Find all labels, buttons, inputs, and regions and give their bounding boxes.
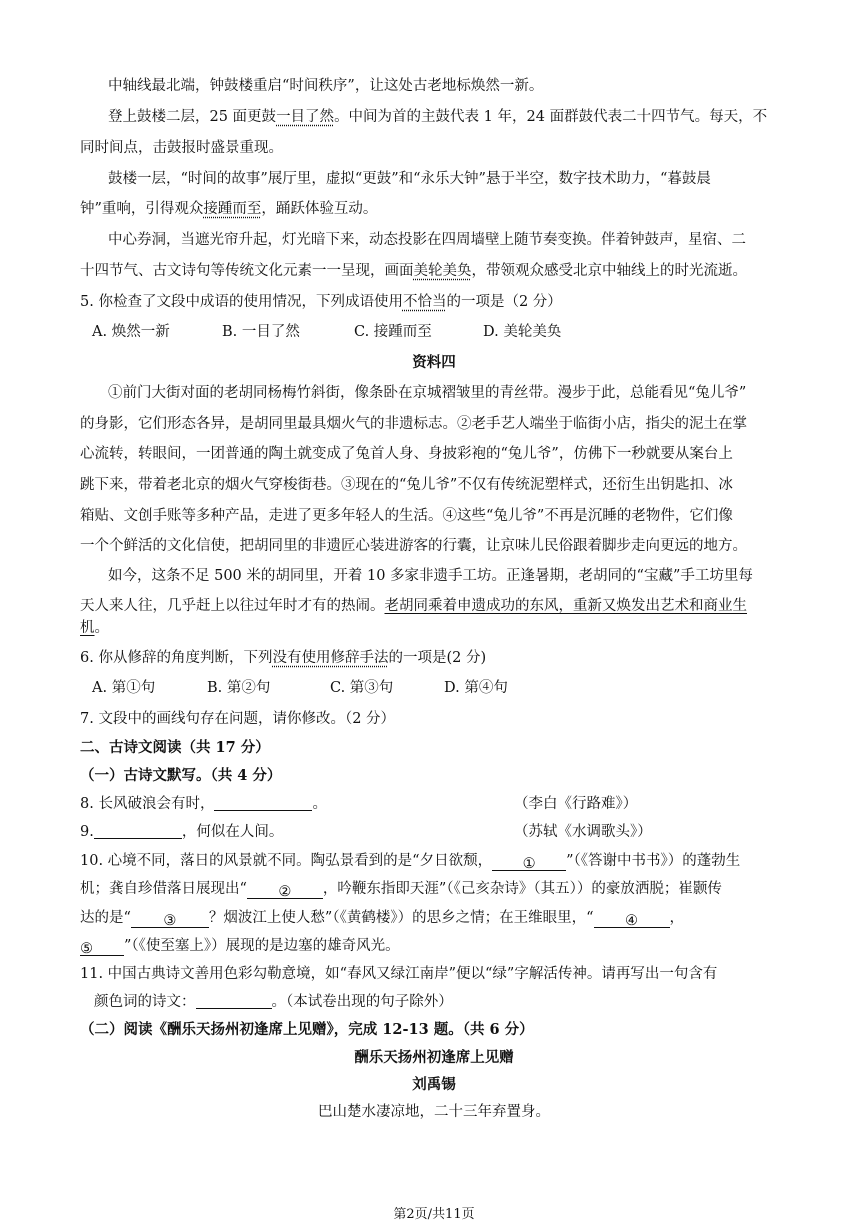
question-6 — [80, 648, 792, 668]
question-10-line — [80, 851, 792, 871]
text-span: 。中间为首的主鼓代表 1 年，24 面群鼓代表二十四节气。每天，不 — [334, 109, 768, 125]
source-citation: （李白《行路难》） — [514, 796, 638, 812]
text-span: ”（《答谢中书书》）的蓬勃生 — [566, 853, 741, 869]
emphasis-text: 不恰当 — [402, 294, 447, 310]
text-span: 10. 心境不同，落日的风景就不同。陶弘景看到的是“夕日欲颓， — [80, 853, 493, 869]
text-span: 6. 你从修辞的角度判断，下列 — [80, 650, 273, 666]
option-b: B. 一目了然 — [222, 324, 300, 340]
subsection-heading: （二）阅读《酬乐天扬州初逢席上见赠》，完成 12-13 题。（共 6 分） — [80, 1021, 534, 1038]
answer-blank[interactable] — [214, 794, 312, 811]
text-span: 颜色词的诗文： — [94, 994, 196, 1010]
answer-blank[interactable] — [196, 992, 272, 1009]
text-span: ”（《使至塞上》）展现的是边塞的雄奇风光。 — [124, 938, 400, 954]
text-span: 达的是“ — [80, 910, 131, 926]
poem-line: 巴山楚水凄凉地，二十三年弃置身。 — [318, 1104, 550, 1120]
answer-blank-5[interactable] — [80, 939, 124, 956]
text-span: ，踊跃体验互动。 — [261, 201, 378, 217]
text-span: 。 — [312, 796, 327, 812]
text-span: 。（本试卷出现的句子除外） — [271, 994, 453, 1010]
text-span: ？烟波江上使人愁”（《黄鹤楼》）的思乡之情；在王维眼里，“ — [208, 910, 594, 926]
underlined-sentence: 老胡同乘着申遗成功的东风，重新又焕发出艺术和商业生 — [384, 598, 747, 614]
text-span: 5. 你检查了文段中成语的使用情况，下列成语使用 — [80, 294, 403, 310]
option-a: A. 第①句 — [92, 680, 156, 696]
paragraph-line: 一个个鲜活的文化信使，把胡同里的非遗匠心装进游客的行囊，让京味儿民俗跟着脚步走向更远的地方。 — [80, 538, 747, 554]
paragraph-line: ①前门大街对面的老胡同杨梅竹斜街，像条卧在京城褶皱里的青丝带。漫步于此，总能看见“兔儿爷” — [108, 385, 747, 401]
blank-marker: ① — [522, 856, 536, 872]
paragraph-line: 中轴线最北端，钟鼓楼重启“时间秩序”，让这处古老地标焕然一新。 — [108, 78, 544, 94]
option-c: C. 第③句 — [330, 680, 394, 696]
paragraph-line: 的身影，它们形态各异，是胡同里最具烟火气的非遗标志。②老手艺人端坐于临街小店，指尖的泥土在掌 — [80, 416, 747, 432]
text-span: 天人来人往，几乎赶上以往过年时才有的热闹。 — [80, 598, 385, 614]
text-span: ，吟鞭东指即天涯”（《己亥杂诗》（其五））的豪放洒脱；崔颢传 — [322, 881, 722, 897]
paragraph-line — [80, 618, 792, 638]
idiom-highlight: 接踵而至 — [203, 201, 262, 217]
paragraph-line — [108, 107, 792, 127]
question-7: 7. 文段中的画线句存在问题，请你修改。（2 分） — [80, 711, 396, 727]
option-c: C. 接踵而至 — [354, 324, 432, 340]
question-10-line — [80, 936, 792, 956]
option-b: B. 第②句 — [207, 680, 271, 696]
question-10-line — [80, 908, 792, 928]
answer-blank-1[interactable] — [492, 854, 566, 871]
emphasis-text: 没有使用修辞手法 — [272, 650, 389, 666]
text-span: 登上鼓楼二层，25 面更鼓 — [108, 109, 277, 125]
section-heading: 资料四 — [412, 354, 456, 371]
text-span: 的一项是(2 分) — [388, 650, 487, 666]
paragraph-line — [80, 596, 792, 616]
text-span: 。 — [94, 620, 109, 636]
question-11-line — [94, 992, 806, 1012]
subsection-heading: （一）古诗文默写。（共 4 分） — [80, 767, 282, 784]
answer-blank-3[interactable] — [131, 911, 209, 928]
poem-title: 酬乐天扬州初逢席上见赠 — [354, 1049, 514, 1066]
blank-marker: ③ — [163, 913, 177, 929]
paragraph-line: 心流转，转眼间，一团普通的陶土就变成了兔首人身、身披彩袍的“兔儿爷”，仿佛下一秒就要从案台上 — [80, 446, 733, 462]
text-span: 9. — [80, 824, 94, 840]
text-span: ， — [669, 910, 684, 926]
idiom-highlight: 一目了然 — [276, 109, 335, 125]
page-footer: 第2页/共11页 — [393, 1207, 475, 1222]
option-d: D. 美轮美奂 — [483, 324, 562, 340]
option-a: A. 焕然一新 — [92, 324, 170, 340]
answer-blank-2[interactable] — [247, 882, 323, 899]
text-span: 的一项是（2 分） — [446, 294, 562, 310]
underlined-sentence: 机 — [80, 620, 95, 636]
section-heading: 二、古诗文阅读（共 17 分） — [80, 739, 270, 756]
text-span: 十四节气、古文诗句等传统文化元素一一呈现，画面 — [80, 263, 414, 279]
answer-blank-4[interactable] — [594, 911, 670, 928]
question-5 — [80, 292, 792, 312]
blank-marker: ⑤ — [80, 941, 93, 957]
paragraph-line: 如今，这条不足 500 米的胡同里，开着 10 多家非遗手工坊。正逢暑期，老胡同的“宝藏”手工坊里每 — [108, 568, 753, 584]
poem-author: 刘禹锡 — [412, 1076, 456, 1093]
question-10-line — [80, 879, 792, 899]
source-citation: （苏轼《水调歌头》） — [514, 824, 652, 840]
paragraph-line — [80, 261, 792, 281]
text-span: ，带领观众感受北京中轴线上的时光流逝。 — [471, 263, 747, 279]
idiom-highlight: 美轮美奂 — [413, 263, 472, 279]
question-8 — [80, 794, 792, 814]
answer-blank[interactable] — [94, 822, 182, 839]
paragraph-line: 同时间点，击鼓报时盛景重现。 — [80, 140, 283, 156]
paragraph-line: 箱贴、文创手账等多种产品，走进了更多年轻人的生活。④这些“兔儿爷”不再是沉睡的老物件，它们像 — [80, 508, 733, 524]
paragraph-line: 跳下来，带着老北京的烟火气穿梭街巷。③现在的“兔儿爷”不仅有传统泥塑样式，还衍生出钥匙扣、冰 — [80, 477, 733, 493]
paragraph-line — [80, 199, 792, 219]
blank-marker: ② — [278, 884, 292, 900]
question-11-line: 11. 中国古典诗文善用色彩勾勒意境，如“春风又绿江南岸”便以“绿”字解活传神。请再写出一句含有 — [80, 966, 718, 982]
text-span: 机；龚自珍借落日展现出“ — [80, 881, 247, 897]
blank-marker: ④ — [625, 913, 638, 929]
text-span: 8. 长风破浪会有时， — [80, 796, 215, 812]
paragraph-line: 中心券洞，当遮光帘升起，灯光暗下来，动态投影在四周墙壁上随节奏变换。伴着钟鼓声，星宿、二 — [108, 232, 746, 248]
paragraph-line: 鼓楼一层，“时间的故事”展厅里，虚拟“更鼓”和“永乐大钟”悬于半空，数字技术助力，“暮鼓晨 — [108, 171, 711, 187]
text-span: ，何似在人间。 — [181, 824, 284, 840]
text-span: 钟”重响，引得观众 — [80, 201, 204, 217]
question-9 — [80, 822, 792, 842]
option-d: D. 第④句 — [444, 680, 508, 696]
